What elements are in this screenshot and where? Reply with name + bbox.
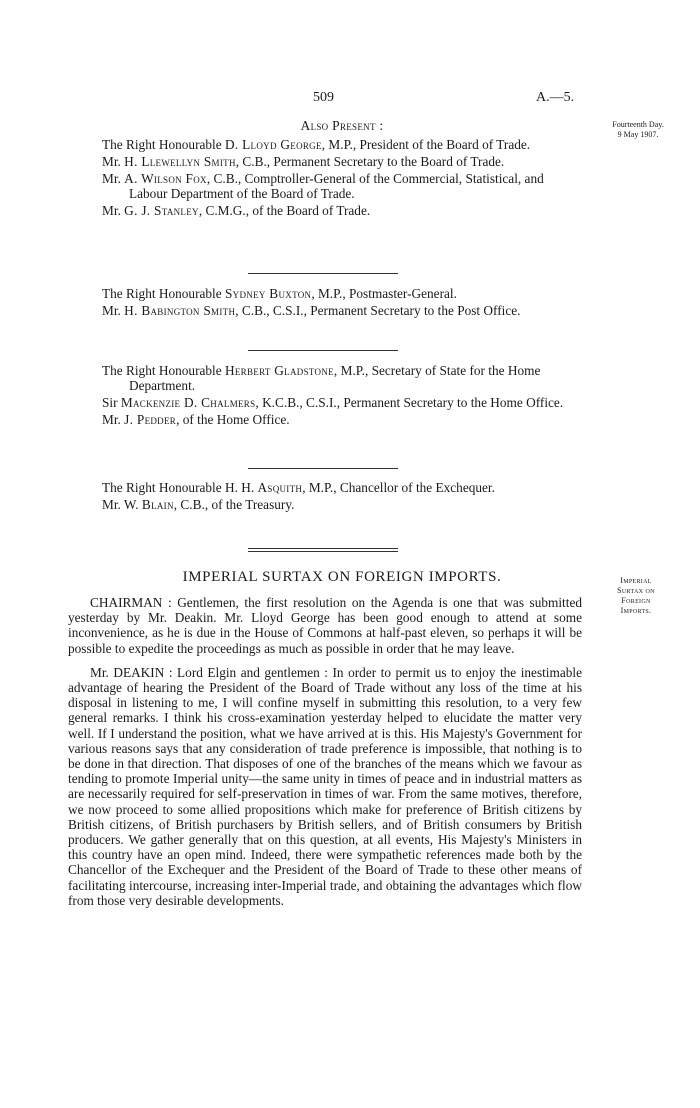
- attendee-name: J. Pedder: [124, 412, 177, 428]
- attendee-prefix: Mr.: [102, 153, 125, 169]
- attendee-entry: [102, 303, 582, 318]
- attendee-prefix: The Right Honourable: [102, 363, 225, 378]
- sidenote-date: 9 May 1907.: [617, 130, 659, 139]
- attendee-prefix: Mr.: [102, 302, 125, 318]
- section-divider: [248, 468, 398, 469]
- deakin-paragraph: [68, 665, 582, 908]
- document-reference: A.—5.: [536, 90, 575, 105]
- attendee-entry: [102, 154, 582, 169]
- attendee-role: , C.B., C.S.I., Permanent Secretary to the Post Office.: [235, 302, 521, 318]
- attendee-entry: [102, 480, 582, 495]
- attendee-role: , C.M.G., of the Board of Trade.: [198, 203, 371, 219]
- attendee-role: , K.C.B., C.S.I., Permanent Secretary to the Home Office.: [255, 395, 564, 411]
- attendee-prefix: Mr.: [102, 412, 125, 428]
- chairman-paragraph: [68, 595, 582, 656]
- attendee-role: , of the Home Office.: [176, 412, 290, 428]
- sidenote-topic-line: Foreign: [621, 596, 651, 605]
- attendee-prefix: The Right Honourable H. H.: [102, 480, 258, 495]
- attendee-entry: [102, 286, 582, 301]
- section-divider: [248, 273, 398, 274]
- sidenote-dateline: [598, 120, 678, 140]
- proceedings-body: [68, 595, 582, 908]
- speaker-prefix: Mr.: [90, 664, 114, 680]
- attendee-role: , M.P., Postmaster-General.: [311, 286, 457, 301]
- sidenote-topic-line: Imports.: [620, 606, 652, 615]
- paragraph-text: : Gentlemen, the first resolution on the Agenda is one that was submitted yesterday by Mr. Deakin. Mr. Lloyd George has been good enough to attend at some inconvenience, as he is due in the House of Commons at half-past eleven, so perhaps it will be possible to expedite the proceedings as much as possible in order that he may leave.: [68, 595, 582, 656]
- attendee-group-1: [102, 137, 582, 220]
- attendee-entry: [102, 203, 582, 218]
- attendee-role: , M.P., Secretary of State for the Home Department.: [129, 363, 541, 394]
- attendee-group-3: [102, 363, 582, 429]
- attendee-role: , C.B., Comptroller-General of the Commercial, Statistical, and Labour Department of the Board of Trade.: [129, 170, 544, 202]
- attendee-name: Sydney Buxton: [224, 286, 312, 301]
- attendee-name: D. Lloyd George: [224, 137, 322, 152]
- also-present-title: Also Present :: [300, 118, 384, 133]
- attendee-name: G. J. Stanley: [124, 203, 199, 219]
- sidenote-topic: [606, 576, 666, 616]
- attendee-role: , C.B., Permanent Secretary to the Board of Trade.: [235, 153, 505, 169]
- attendee-entry: [102, 395, 582, 410]
- page-number: 509: [313, 90, 334, 105]
- attendee-name: A. Wilson Fox: [124, 170, 207, 186]
- sidenote-day: Fourteenth Day.: [612, 120, 664, 129]
- attendee-prefix: Mr.: [102, 170, 125, 186]
- sidenote-topic-line: Surtax on: [617, 586, 655, 595]
- paragraph-text: : Lord Elgin and gentlemen : In order to permit us to enjoy the inestimable advantage of hearing the President of the Board of Trade without any loss of the time at his disposal in listening to me, I will confine myself in submitting this resolution, to a very few general remarks. I think his cross-examination yesterday helped to elucidate the matter very well. If I understand the position, what we have arrived at is this. His Majesty's Government for various reasons says that any consideration of trade preference is impossible, that nothing is to be done in that direction. That disposes of one of the branches of the means which we favour as tending to promote Imperial unity—the same unity in times of peace and in industrial matters as are necessarily required for self-preservation in times of war. From the same motives, therefore, we now proceed to some allied propositions which make for preference of British citizens by British citizens, of British purchasers by British sellers, and of British consumers by British producers. We gather generally that on this question, at all events, His Majesty's Ministers in this country have an open mind. Indeed, there were sympathetic references made both by the Chancellor of the Exchequer and the President of the Board of Trade to these other means of facilitating intercourse, increasing inter-Imperial trade, and obtaining the advantages which flow from those very desirable developments.: [68, 664, 582, 908]
- sidenote-topic-line: Imperial: [620, 576, 652, 585]
- attendee-prefix: The Right Honourable: [102, 286, 225, 301]
- attendee-name: Mackenzie D. Chalmers: [120, 395, 256, 411]
- attendee-name: H. Llewellyn Smith: [124, 153, 236, 169]
- attendee-name: Asquith: [257, 480, 303, 495]
- attendee-entry: [102, 363, 582, 394]
- section-heading: IMPERIAL SURTAX ON FOREIGN IMPORTS.: [182, 569, 502, 585]
- attendee-name: Herbert Gladstone: [224, 363, 334, 378]
- attendee-name: H. Babington Smith: [124, 302, 236, 318]
- attendee-entry: [102, 137, 582, 152]
- attendee-group-4: [102, 480, 582, 514]
- attendee-entry: [102, 497, 582, 512]
- double-divider-top: [248, 548, 398, 549]
- attendee-entry: [102, 412, 582, 427]
- attendee-role: , C.B., of the Treasury.: [173, 496, 295, 512]
- attendee-group-2: [102, 286, 582, 320]
- speaker-name: CHAIRMAN: [90, 595, 163, 610]
- attendee-prefix: Mr.: [102, 203, 125, 219]
- attendee-role: , M.P., Chancellor of the Exchequer.: [302, 480, 495, 495]
- double-divider-bottom: [248, 551, 398, 552]
- attendee-name: Blain: [141, 496, 174, 512]
- attendee-role: , M.P., President of the Board of Trade.: [321, 137, 531, 152]
- section-divider: [248, 350, 398, 351]
- attendee-prefix: Sir: [102, 395, 121, 411]
- attendee-prefix: The Right Honourable: [102, 137, 225, 152]
- attendee-entry: [102, 171, 582, 202]
- attendee-prefix: Mr. W.: [102, 496, 142, 512]
- speaker-name: DEAKIN: [113, 664, 165, 680]
